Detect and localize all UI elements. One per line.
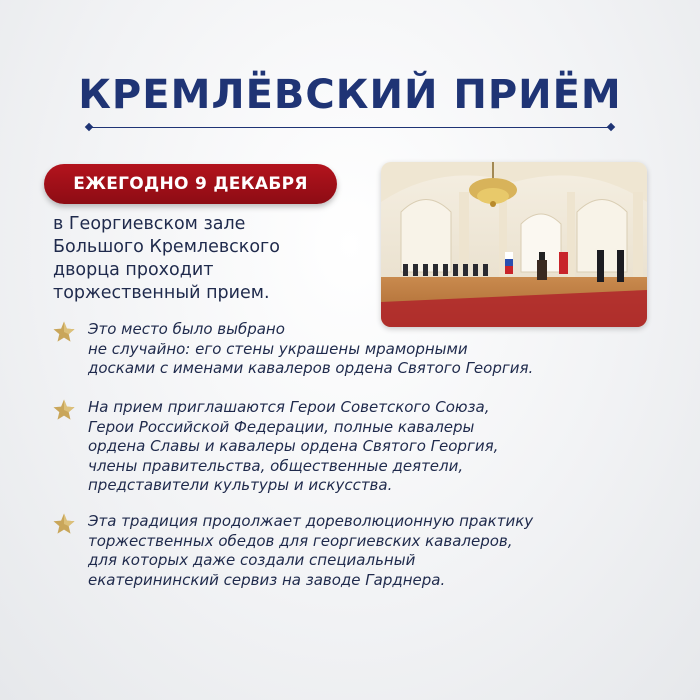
page-title: КРЕМЛЁВСКИЙ ПРИЁМ (78, 72, 622, 118)
gold-star-icon (52, 398, 76, 422)
title-divider (90, 127, 610, 128)
gold-star-icon (52, 320, 76, 344)
bullet-text: На прием приглашаются Герои Советского Союза, Герои Российской Федерации, полные кавалеры ордена Славы и кавалеры ордена Святого Георгия, члены правительства, общественные деятели, представители культуры и искусства. (88, 398, 499, 494)
intro-text: в Георгиевском зале Большого Кремлевского дворца проходит торжественный прием. (53, 214, 280, 303)
date-badge-label: ЕЖЕГОДНО 9 ДЕКАБРЯ (73, 174, 308, 194)
divider-diamond-left (85, 123, 93, 131)
bullet-text: Это место было выбрано не случайно: его стены украшены мраморными досками с именами кавалеров ордена Святого Георгия. (88, 320, 534, 377)
divider-diamond-right (607, 123, 615, 131)
gold-star-icon (52, 512, 76, 536)
georgievsky-hall-photo (381, 162, 647, 327)
bullet-text: Эта традиция продолжает дореволюционную практику торжественных обедов для георгиевских кавалеров, для которых даже создали специальный екатерининский сервиз на заводе Гарднера. (88, 512, 534, 589)
date-badge (44, 164, 337, 204)
